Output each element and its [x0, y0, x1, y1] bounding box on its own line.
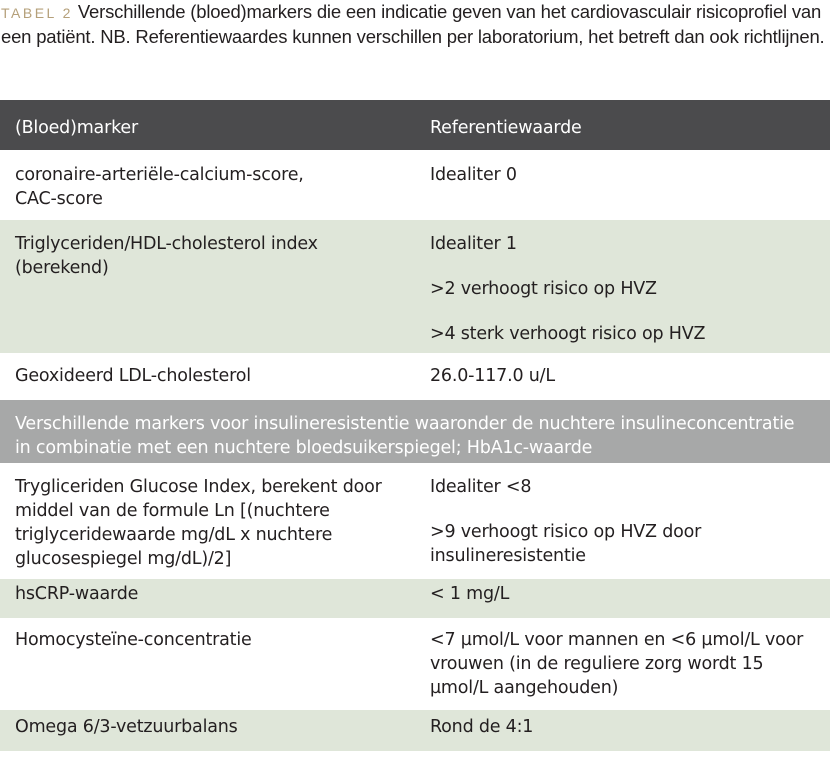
row-value: Idealiter <8 — [430, 477, 532, 497]
table-row — [0, 353, 830, 399]
table-span-row — [0, 399, 830, 463]
row-value: Idealiter 0 — [430, 165, 517, 185]
table-row — [0, 578, 830, 618]
row-value: >4 sterk verhoogt risico op HVZ — [430, 324, 706, 344]
row-value: Rond de 4:1 — [430, 717, 534, 737]
row-marker: Omega 6/3-vetzuurbalans — [15, 717, 238, 737]
row-marker: coronaire-arteriële-calcium-score, CAC-score — [15, 165, 304, 209]
row-marker: Homocysteïne-concentratie — [15, 630, 252, 650]
header-reference: Referentiewaarde — [430, 118, 582, 138]
table-row — [0, 463, 830, 578]
row-marker: hsCRP-waarde — [15, 584, 139, 604]
row-value: >9 verhoogt risico op HVZ door insulineresistentie — [430, 522, 702, 566]
row-value: < 1 mg/L — [430, 584, 510, 604]
table-caption — [1, 0, 827, 49]
row-marker: Trygliceriden Glucose Index, berekent door middel van de formule Ln [(nuchtere triglyceridewaarde mg/dL x nuchtere glucosespiegel mg/dL)/2] — [15, 477, 382, 569]
row-value: <7 µmol/L voor mannen en <6 µmol/L voor vrouwen (in de reguliere zorg wordt 15 µmol/L aangehouden) — [430, 630, 804, 698]
row-value: Idealiter 1 — [430, 234, 517, 254]
caption-label: TABEL 2 — [1, 5, 73, 21]
row-marker: Geoxideerd LDL-cholesterol — [15, 366, 251, 386]
caption-text: Verschillende (bloed)markers die een indicatie geven van het cardiovasculair risicoprofiel van een patiënt. NB. Referentiewaardes kunnen verschillen per laboratorium, het betreft dan ook richtlijnen. — [1, 1, 825, 47]
row-marker: Triglyceriden/HDL-cholesterol index (berekend) — [15, 234, 318, 278]
span-text: Verschillende markers voor insulineresistentie waaronder de nuchtere insulineconcentratie in combinatie met een nuchtere bloedsuikerspiegel; HbA1c-waarde — [15, 414, 795, 458]
table-row — [0, 709, 830, 751]
row-value: 26.0-117.0 u/L — [430, 366, 555, 386]
table-header-row — [0, 100, 830, 150]
row-value: >2 verhoogt risico op HVZ — [430, 279, 657, 299]
table-row — [0, 219, 830, 353]
table-row — [0, 618, 830, 709]
reference-table — [0, 100, 830, 751]
header-marker: (Bloed)marker — [15, 118, 138, 138]
table-row — [0, 150, 830, 219]
